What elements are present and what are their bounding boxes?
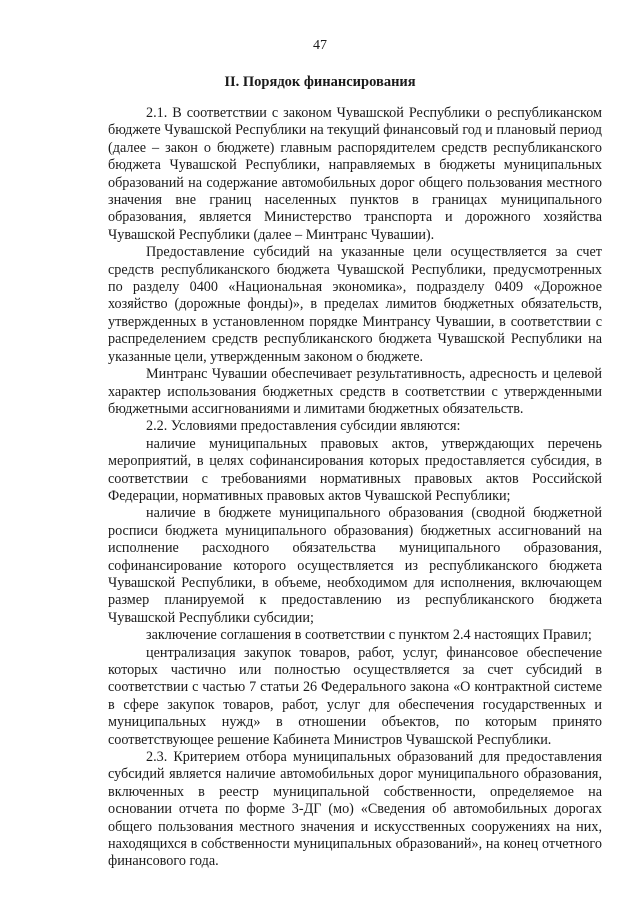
document-body — [108, 105, 602, 871]
paragraph-condition-budget: наличие в бюджете муниципального образования (сводной бюджетной росписи бюджета муниципального образования) бюджетных ассигнований на исполнение расходного обязательства муниципального образования, софинансирование которого осуществляется из республиканского бюджета Чувашской Республики, в объеме, необходимом для исполнения, включающем размер планируемой к предоставлению из республиканского бюджета Чувашской Республики субсидии; — [108, 505, 602, 626]
paragraph-2-2: 2.2. Условиями предоставления субсидии являются: — [146, 418, 461, 435]
section-title: II. Порядок финансирования — [224, 74, 416, 90]
paragraph-2-1: 2.1. В соответствии с законом Чувашской Республики о республиканском бюджете Чувашской Республики на текущий финансовый год и плановый период (далее – закон о бюджете) главным распорядителем средств республиканского бюджета Чувашской Республики, направляемых в бюджеты муниципальных образований на содержание автомобильных дорог общего пользования местного значения вне границ населенных пунктов в границах муниципального образования, является Министерство транспорта и дорожного хозяйства Чувашской Республики (далее – Минтранс Чувашии). — [108, 105, 602, 243]
paragraph-subsidy-source: Предоставление субсидий на указанные цели осуществляется за счет средств республиканского бюджета Чувашской Республики, предусмотренных по разделу 0400 «Национальная экономика», подразделу 0409 «Дорожное хозяйство (дорожные фонды)», в пределах лимитов бюджетных обязательств, утвержденных в установленном порядке Минтрансу Чувашии, в соответствии с распределением средств республиканского бюджета Чувашской Республики на указанные цели, утвержденным законом о бюджете. — [108, 244, 602, 365]
paragraph-condition-agreement: заключение соглашения в соответствии с пунктом 2.4 настоящих Правил; — [146, 627, 592, 644]
page-number: 47 — [313, 38, 327, 53]
paragraph-2-3: 2.3. Критерием отбора муниципальных образований для предоставления субсидий является наличие автомобильных дорог муниципального образования, включенных в реестр муниципальной собственности, определяемое на основании отчета по форме 3-ДГ (мо) «Сведения об автомобильных дорогах общего пользования местного значения и искусственных сооружениях на них, находящихся в собственности муниципальных образований», на конец отчетного финансового года. — [108, 749, 602, 870]
paragraph-mintrans-responsibility: Минтранс Чувашии обеспечивает результативность, адресность и целевой характер использования бюджетных средств в соответствии с утвержденными бюджетными ассигнованиями и лимитами бюджетных обязательств. — [108, 366, 602, 417]
paragraph-condition-procurement: централизация закупок товаров, работ, услуг, финансовое обеспечение которых частично или полностью осуществляется за счет субсидий в соответствии с частью 7 статьи 26 Федерального закона «О контрактной системе в сфере закупок товаров, работ, услуг для обеспечения государственных и муниципальных нужд» в отношении объектов, по которым принято соответствующее решение Кабинета Министров Чувашской Республики. — [108, 644, 602, 748]
paragraph-condition-legal-acts: наличие муниципальных правовых актов, утверждающих перечень мероприятий, в целях софинансирования которых предоставляется субсидия, в соответствии с требованиями нормативных правовых актов Российской Федерации, нормативных правовых актов Чувашской Республики; — [108, 435, 602, 504]
